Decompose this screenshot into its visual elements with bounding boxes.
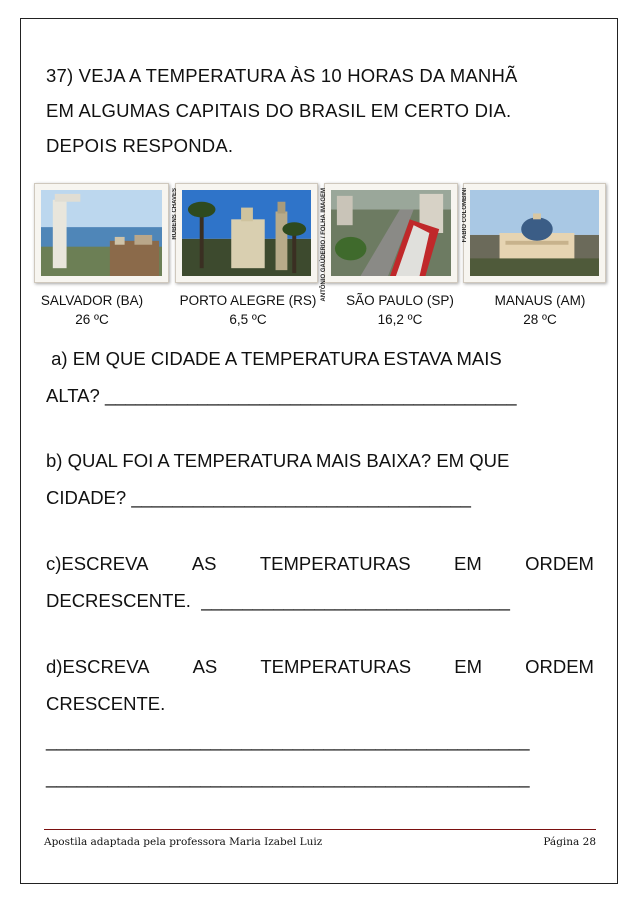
credit-manaus: FABIO COLOMBINI [462,188,468,243]
city-temp: 28 ºC [523,312,557,327]
photo-manaus [463,183,606,283]
word: ORDEM [525,656,594,677]
city-manaus [478,291,602,329]
question-b [46,442,594,516]
word: EM [454,656,482,677]
footer-author: Apostila adaptada pela professora Maria Izabel Luiz [44,836,323,848]
photo-porto-alegre [172,183,318,283]
question-b-answer-line[interactable]: CIDADE? _________________________________ [46,487,471,508]
salvador-image [41,190,162,276]
city-salvador [30,291,154,329]
city-temperatures [30,291,610,331]
city-temp: 16,2 ºC [377,312,423,327]
question-c [46,545,594,619]
question-d [46,648,594,796]
photo-salvador [34,183,169,283]
question-a-answer-line[interactable]: ALTA? ________________________________________ [46,385,517,406]
credit-porto-alegre: RUBENS CHAVES [172,188,178,240]
word: AS [192,656,218,677]
heading-line-3: DEPOIS RESPONDA. [46,135,234,156]
heading-line-2: EM ALGUMAS CAPITAIS DO BRASIL EM CERTO DIA. [46,100,512,121]
credit-sao-paulo: ANTÔNIO GAÚDERIO / FOLHA IMAGEM [321,188,327,302]
city-temp: 26 ºC [75,312,109,327]
question-d-answer-line-2[interactable]: _______________________________________________ [46,767,530,788]
city-name: MANAUS (AM) [494,293,586,308]
word: ORDEM [525,553,594,574]
exercise-heading [46,58,594,163]
sao-paulo-image [331,190,451,276]
question-d-answer-line-1[interactable]: _______________________________________________ [46,730,530,751]
question-c-line-1 [46,545,594,582]
city-name: PORTO ALEGRE (RS) [179,293,317,308]
city-name: SALVADOR (BA) [40,293,144,308]
page-number: Página 28 [543,836,596,848]
word: TEMPERATURAS [259,553,411,574]
word: EM [454,553,482,574]
word: AS [191,553,217,574]
city-name: SÃO PAULO (SP) [346,293,454,308]
question-a [46,340,594,414]
question-d-line-2: CRESCENTE. [46,693,166,714]
manaus-image [470,190,599,276]
porto-alegre-image [182,190,311,276]
question-d-line-1 [46,648,594,685]
city-sao-paulo [335,291,465,329]
question-c-answer-line[interactable]: DECRESCENTE. ______________________________ [46,590,510,611]
heading-line-1: 37) VEJA A TEMPERATURA ÀS 10 HORAS DA MANHÃ [46,65,518,86]
word: TEMPERATURAS [260,656,412,677]
page-footer [44,829,596,848]
question-a-line-1: a) EM QUE CIDADE A TEMPERATURA ESTAVA MAIS [46,348,502,369]
word: d)ESCREVA [46,656,150,677]
city-temp: 6,5 ºC [229,312,267,327]
city-porto-alegre [166,291,330,329]
question-b-line-1: b) QUAL FOI A TEMPERATURA MAIS BAIXA? EM QUE [46,450,510,471]
word: c)ESCREVA [46,553,149,574]
